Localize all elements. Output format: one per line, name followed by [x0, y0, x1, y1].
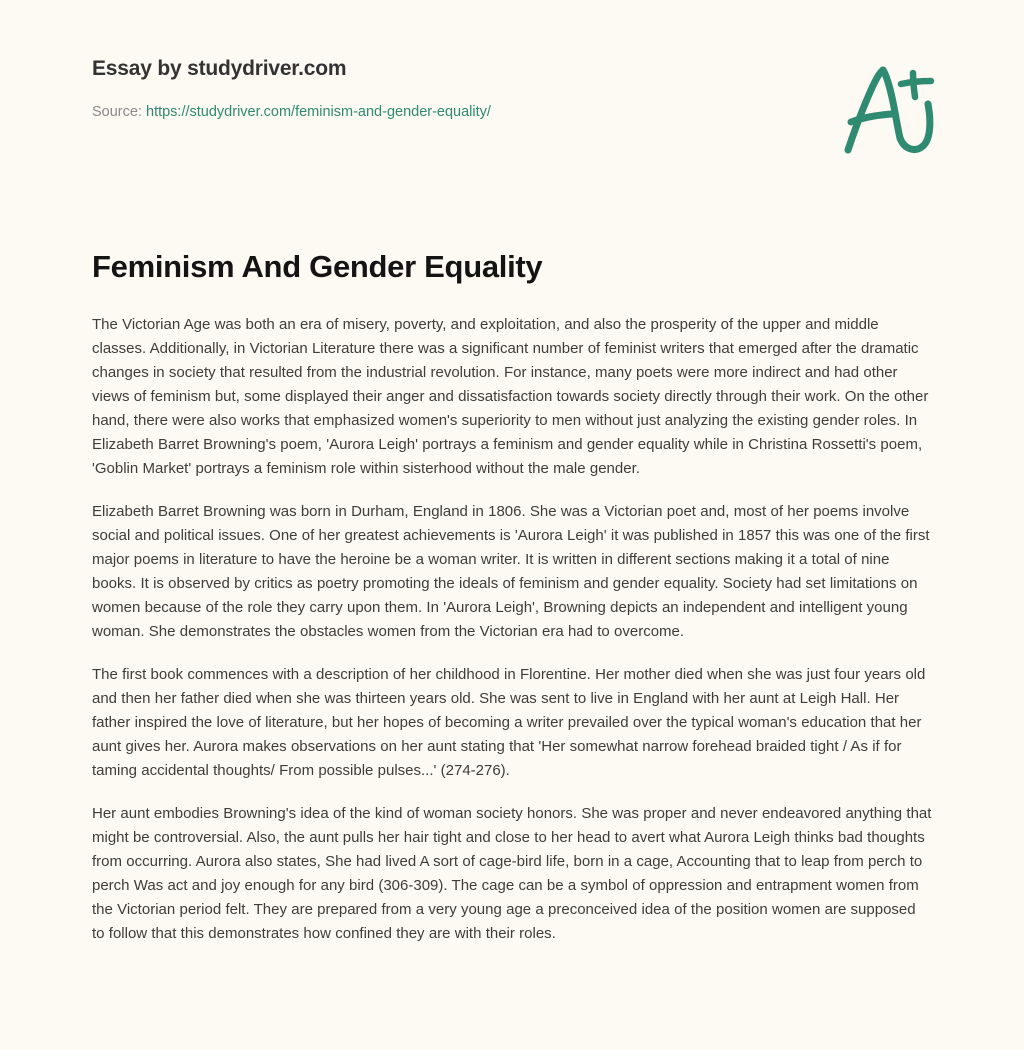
essay-byline: Essay by studydriver.com [92, 57, 347, 80]
body-paragraph: The Victorian Age was both an era of misery, poverty, and exploitation, and also the prosperity of the upper and middle classes. Additionally, in Victorian Literature there was a significant number of feminist writers that emerged after the dramatic changes in society that resulted from the industrial revolution. For instance, many poets were more indirect and had other views of feminism but, some displayed their anger and dissatisfaction towards society directly through their work. On the other hand, there were also works that emphasized women's superiority to men without just analyzing the existing gender roles. In Elizabeth Barret Browning's poem, 'Aurora Leigh' portrays a feminism and gender equality while in Christina Rossetti's poem, 'Goblin Market' portrays a feminism role within sisterhood without the male gender. [92, 316, 929, 478]
page-title: Feminism And Gender Equality [92, 249, 543, 284]
body-paragraph: The first book commences with a description of her childhood in Florentine. Her mother died when she was just four years old and then her father died when she was thirteen years old. She was sent to live in England with her aunt at Leigh Hall. Her father inspired the love of literature, but her hopes of becoming a writer prevailed over the typical woman's education that her aunt gives her. Aurora makes observations on her aunt stating that 'Her somewhat narrow forehead braided tight / As if for taming accidental thoughts/ From possible pulses...' (274-276). [92, 666, 926, 780]
body-paragraph: Her aunt embodies Browning's idea of the kind of woman society honors. She was proper and never endeavored anything that might be controversial. Also, the aunt pulls her hair tight and close to her head to avert what Aurora Leigh thinks bad thoughts from occurring. Aurora also states, She had lived A sort of cage-bird life, born in a cage, Accounting that to leap from perch to perch Was act and joy enough for any bird (306-309). The cage can be a symbol of oppression and entrapment women from the Victorian period felt. They are prepared from a very young age a preconceived idea of the position women are supposed to follow that this demonstrates how confined they are with their roles. [92, 805, 932, 943]
essay-body [0, 285, 1024, 946]
source-line [92, 103, 932, 122]
source-url-link[interactable]: https://studydriver.com/feminism-and-gender-equality/ [146, 104, 491, 121]
page-header [0, 0, 1024, 190]
body-paragraph: Elizabeth Barret Browning was born in Durham, England in 1806. She was a Victorian poet and, most of her poems involve social and political issues. One of her greatest achievements is 'Aurora Leigh' it was published in 1857 this was one of the first major poems in literature to have the heroine be a woman writer. It is written in different sections making it a total of nine books. It is observed by critics as poetry promoting the ideals of feminism and gender equality. Society had set limitations on women because of the role they carry upon them. In 'Aurora Leigh', Browning depicts an independent and intelligent young woman. She demonstrates the obstacles women from the Victorian era had to overcome. [92, 503, 930, 641]
a-plus-logo [830, 54, 950, 164]
source-label: Source: [92, 104, 146, 121]
